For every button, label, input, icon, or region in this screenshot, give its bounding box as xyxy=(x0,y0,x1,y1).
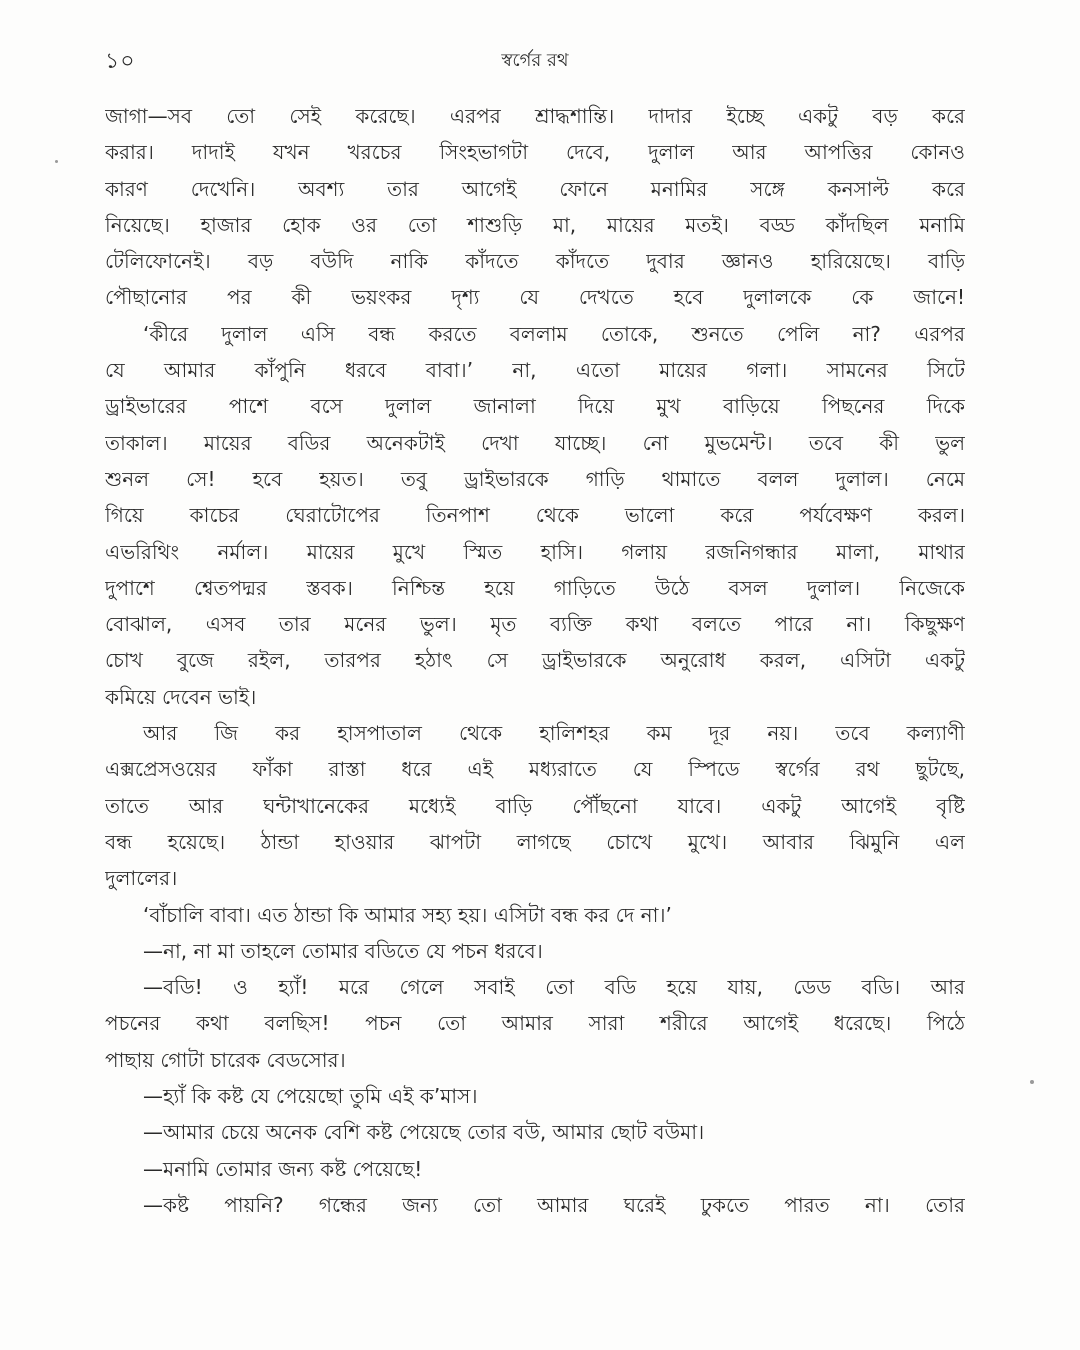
text-line: পাছায় গোটা চারেক বেডসোর। xyxy=(105,1047,346,1072)
text-line: নিয়েছে। হাজার হোক ওর তো শাশুড়ি মা, মায়ের মতই। বড্ড কাঁদছিল মনামি xyxy=(105,212,965,237)
text-line: এভরিথিং নর্মাল। মায়ের মুখে স্মিত হাসি। গলায় রজনিগন্ধার মালা, মাথার xyxy=(105,539,965,564)
page-number: ১০ xyxy=(105,49,136,74)
text-line: কারণ দেখেনি। অবশ্য তার আগেই ফোনে মনামির সঙ্গে কনসাল্ট করে xyxy=(105,176,965,201)
text-line: আর জি কর হাসপাতাল থেকে হালিশহর কম দূর নয়। তবে কল্যাণী xyxy=(143,721,965,746)
text-line: তাকাল। মায়ের বডির অনেকটাই দেখা যাচ্ছে। নো মুভমেন্ট। তবে কী ভুল xyxy=(105,430,965,455)
text-line: করার। দাদাই যখন খরচের সিংহভাগটা দেবে, দুলাল আর আপত্তির কোনও xyxy=(105,140,965,165)
text-line: গিয়ে কাচের ঘেরাটোপের তিনপাশ থেকে ভালো করে পর্যবেক্ষণ করল। xyxy=(105,503,965,528)
running-head: স্বর্গের রথ xyxy=(501,50,569,71)
text-line: দুপাশে শ্বেতপদ্মর স্তবক। নিশ্চিন্ত হয়ে গাড়িতে উঠে বসল দুলাল। নিজেকে xyxy=(105,575,965,600)
text-line: কমিয়ে দেবেন ভাই। xyxy=(105,684,257,709)
text-line: টেলিফোনেই। বড় বউদি নাকি কাঁদতে কাঁদতে দুবার জ্ঞানও হারিয়েছে। বাড়ি xyxy=(105,249,965,274)
text-line: পচনের কথা বলছিস! পচন তো আমার সারা শরীরে আগেই ধরেছে। পিঠে xyxy=(105,1011,965,1036)
text-line: ড্রাইভারের পাশে বসে দুলাল জানালা দিয়ে মুখ বাড়িয়ে পিছনের দিকে xyxy=(105,394,965,419)
text-line: পৌছানোর পর কী ভয়ংকর দৃশ্য যে দেখতে হবে দুলালকে কে জানে! xyxy=(105,285,965,310)
text-line: —আমার চেয়ে অনেক বেশি কষ্ট পেয়েছে তোর বউ, আমার ছোট বউমা। xyxy=(143,1120,705,1145)
text-line: দুলালের। xyxy=(105,866,178,891)
text-line: —মনামি তোমার জন্য কষ্ট পেয়েছে! xyxy=(143,1156,423,1181)
text-line: —না, না মা তাহলে তোমার বডিতে যে পচন ধরবে। xyxy=(143,938,543,963)
text-line: যে আমার কাঁপুনি ধরবে বাবা।’ না, এতো মায়ের গলা। সামনের সিটে xyxy=(105,358,965,383)
text-line: ‘কীরে দুলাল এসি বন্ধ করতে বললাম তোকে, শুনতে পেলি না? এরপর xyxy=(143,321,965,346)
text-line: চোখ বুজে রইল, তারপর হঠাৎ সে ড্রাইভারকে অনুরোধ করল, এসিটা একটু xyxy=(105,648,965,673)
body-text xyxy=(105,98,965,1223)
text-line: বোঝাল, এসব তার মনের ভুল। মৃত ব্যক্তি কথা বলতে পারে না। কিছুক্ষণ xyxy=(105,612,965,637)
text-line: —হ্যাঁ কি কষ্ট যে পেয়েছো তুমি এই ক’মাস। xyxy=(143,1084,478,1109)
text-line: —বডি! ও হ্যাঁ! মরে গেলে সবাই তো বডি হয়ে যায়, ডেড বডি। আর xyxy=(143,975,965,1000)
paper-speck xyxy=(1030,1080,1034,1084)
paper-speck xyxy=(55,160,58,163)
text-line: ‘বাঁচালি বাবা। এত ঠান্ডা কি আমার সহ্য হয়। এসিটা বন্ধ কর দে না।’ xyxy=(143,902,672,927)
text-line: বন্ধ হয়েছে। ঠান্ডা হাওয়ার ঝাপটা লাগছে চোখে মুখে। আবার ঝিমুনি এল xyxy=(105,829,965,854)
text-line: —কষ্ট পায়নি? গন্ধের জন্য তো আমার ঘরেই ঢুকতে পারত না। তোর xyxy=(143,1192,965,1217)
text-line: তাতে আর ঘন্টাখানেকের মধ্যেই বাড়ি পৌঁছনো যাবে। একটু আগেই বৃষ্টি xyxy=(105,793,965,818)
page-header xyxy=(105,44,965,74)
text-line: এক্সপ্রেসওয়ের ফাঁকা রাস্তা ধরে এই মধ্যরাতে যে স্পিডে স্বর্গের রথ ছুটছে, xyxy=(105,757,965,782)
text-line: শুনল সে! হবে হয়ত। তবু ড্রাইভারকে গাড়ি থামাতে বলল দুলাল। নেমে xyxy=(105,466,965,491)
text-line: জাগা—সব তো সেই করেছে। এরপর শ্রাদ্ধশান্তি। দাদার ইচ্ছে একটু বড় করে xyxy=(105,104,965,128)
